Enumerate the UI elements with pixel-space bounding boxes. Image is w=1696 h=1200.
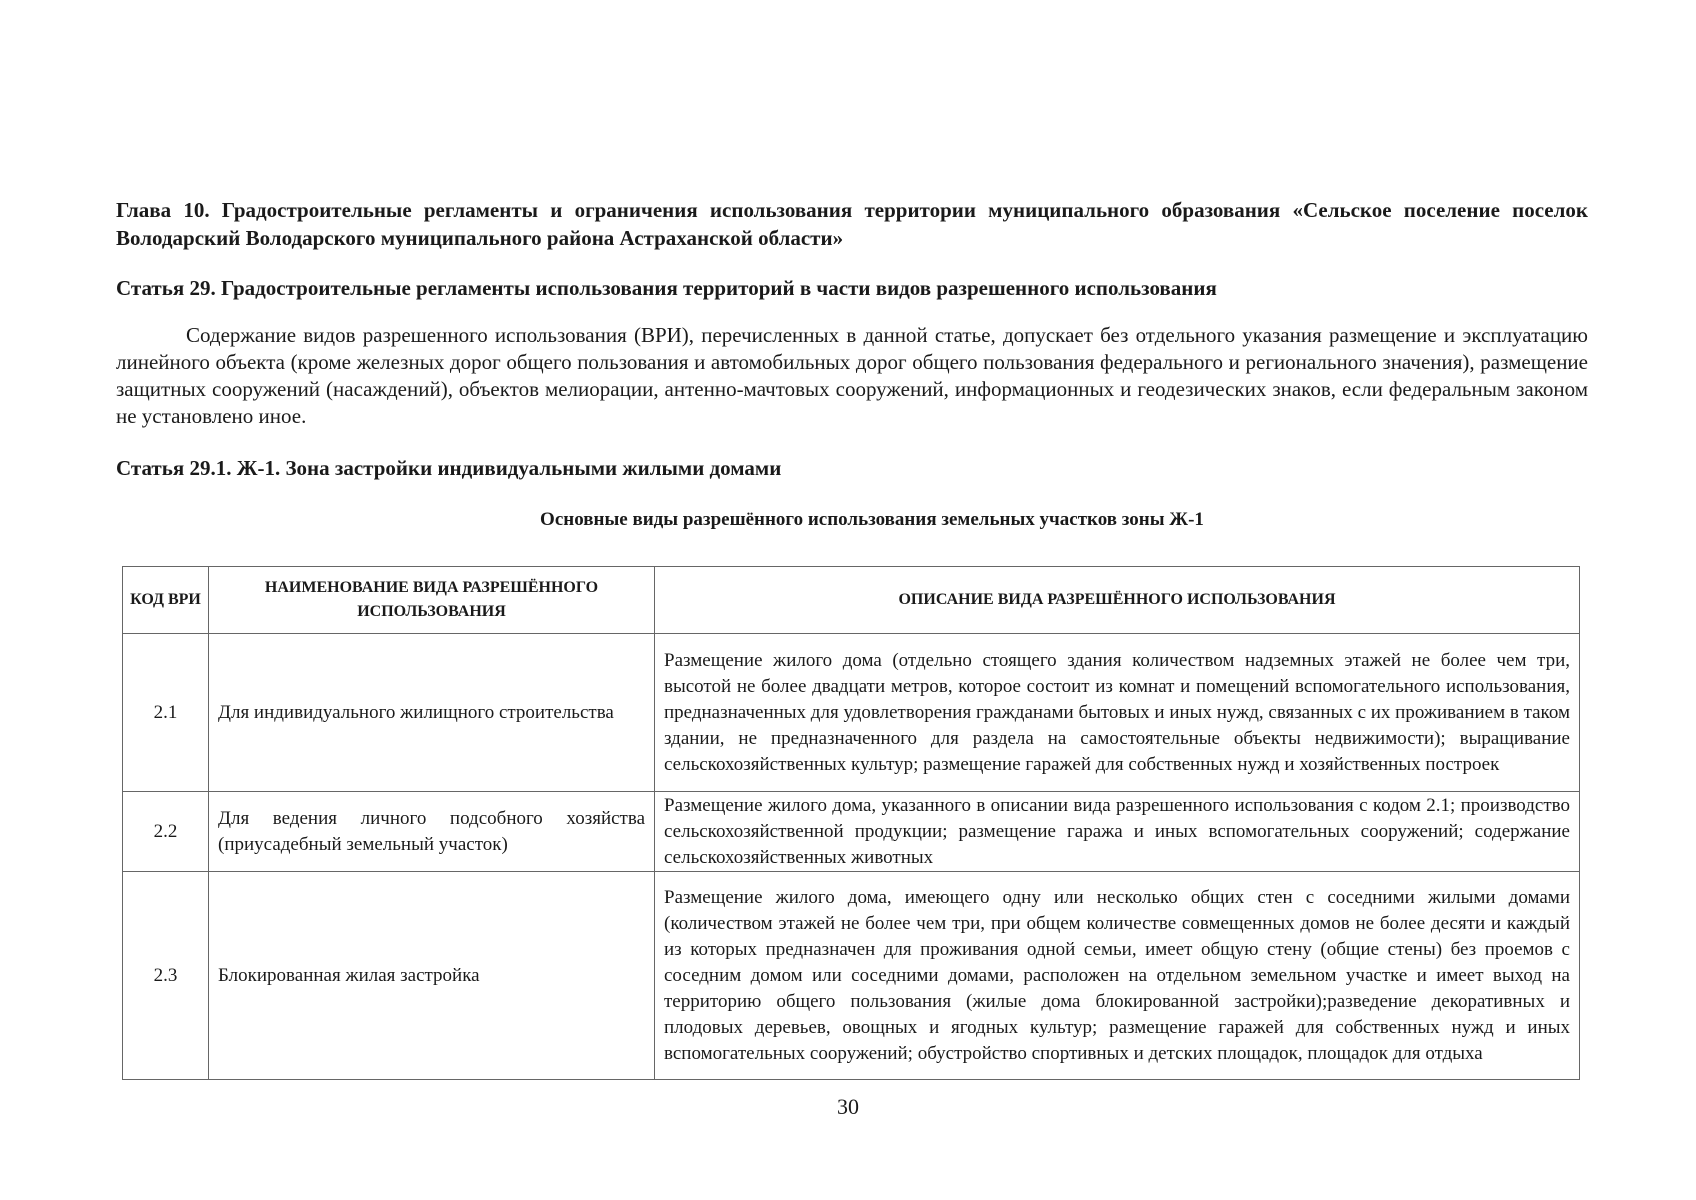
- header-code: КОД ВРИ: [123, 567, 209, 634]
- table-caption: Основные виды разрешённого использования земельных участков зоны Ж-1: [540, 509, 1204, 530]
- article-29-1-title: Статья 29.1. Ж-1. Зона застройки индивидуальными жилыми домами: [116, 456, 782, 480]
- row-name: Для ведения личного подсобного хозяйства (приусадебный земельный участок): [209, 792, 655, 872]
- table-row: [123, 872, 1580, 1080]
- page-number: 30: [837, 1094, 859, 1119]
- row-code: 2.1: [123, 634, 209, 792]
- chapter-title: Глава 10. Градостроительные регламенты и ограничения использования территории муниципального образования «Сельское поселение поселок Володарский Володарского муниципального района Астраханской области»: [116, 198, 1588, 250]
- table-header-row: [123, 567, 1580, 634]
- row-name: Для индивидуального жилищного строительства: [209, 634, 655, 792]
- table-row: [123, 634, 1580, 792]
- row-code: 2.2: [123, 792, 209, 872]
- row-code: 2.3: [123, 872, 209, 1080]
- row-description: Размещение жилого дома, имеющего одну или несколько общих стен с соседними жилыми домами (количеством этажей не более чем три, при общем количестве совмещенных домов не более десяти и каждый из которых предназначен для проживания одной семьи, имеет общую стену (общие стены) без проемов с соседним домом или соседними домами, расположен на отдельном земельном участке и имеет выход на территорию общего пользования (жилые дома блокированной застройки);разведение декоративных и плодовых деревьев, овощных и ягодных культур; размещение гаражей для собственных нужд и иных вспомогательных сооружений; обустройство спортивных и детских площадок, площадок для отдыха: [655, 872, 1580, 1080]
- table-row: [123, 792, 1580, 872]
- vri-table: [122, 566, 1580, 1080]
- header-name: НАИМЕНОВАНИЕ ВИДА РАЗРЕШЁННОГО ИСПОЛЬЗОВАНИЯ: [209, 567, 655, 634]
- document-page: [116, 196, 1588, 532]
- row-name: Блокированная жилая застройка: [209, 872, 655, 1080]
- article-29-intro: Содержание видов разрешенного использования (ВРИ), перечисленных в данной статье, допускает без отдельного указания размещение и эксплуатацию линейного объекта (кроме железных дорог общего пользования и автомобильных дорог общего пользования федерального и регионального значения), размещение защитных сооружений (насаждений), объектов мелиорации, антенно-мачтовых сооружений, информационных и геодезических знаков, если федеральным законом не установлено иное.: [116, 323, 1588, 428]
- row-description: Размещение жилого дома, указанного в описании вида разрешенного использования с кодом 2.1; производство сельскохозяйственной продукции; размещение гаража и иных вспомогательных сооружений; содержание сельскохозяйственных животных: [655, 792, 1580, 872]
- row-description: Размещение жилого дома (отдельно стоящего здания количеством надземных этажей не более чем три, высотой не более двадцати метров, которое состоит из комнат и помещений вспомогательного использования, предназначенных для удовлетворения гражданами бытовых и иных нужд, связанных с их проживанием в таком здании, не предназначенного для раздела на самостоятельные объекты недвижимости); выращивание сельскохозяйственных культур; размещение гаражей для собственных нужд и хозяйственных построек: [655, 634, 1580, 792]
- article-29-title: Статья 29. Градостроительные регламенты использования территорий в части видов разрешенного использования: [116, 276, 1217, 300]
- header-description: ОПИСАНИЕ ВИДА РАЗРЕШЁННОГО ИСПОЛЬЗОВАНИЯ: [655, 567, 1580, 634]
